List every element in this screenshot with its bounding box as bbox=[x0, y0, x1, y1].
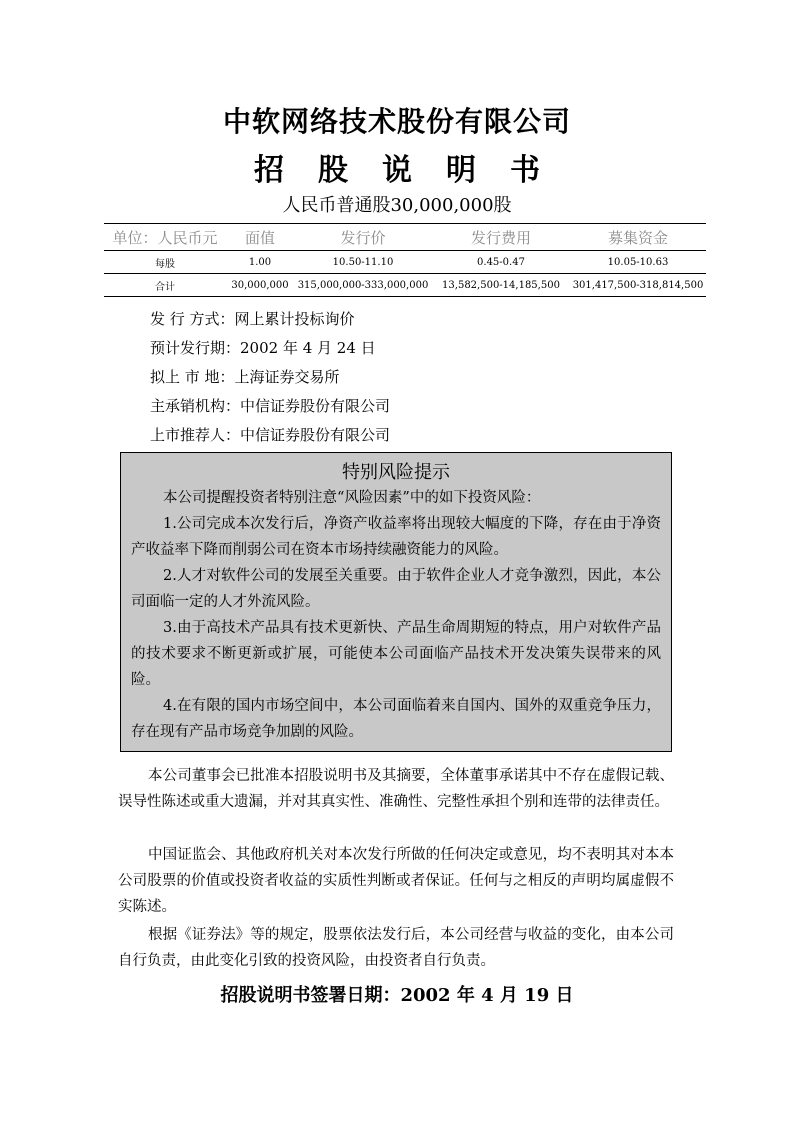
table-cell: 合计 bbox=[104, 274, 226, 297]
table-cell: 10.50-11.10 bbox=[332, 256, 394, 268]
table-cell: 301,417,500-318,814,500 bbox=[570, 274, 706, 297]
table-cell: 0.45-0.47 bbox=[477, 256, 525, 268]
company-name: 中软网络技术股份有限公司 bbox=[222, 105, 571, 138]
share-offering: 人民币普通股30,000,000股 bbox=[282, 195, 512, 216]
table-row bbox=[104, 251, 706, 274]
risk-title: 特别风险提示 bbox=[342, 462, 450, 483]
table-cell: 每股 bbox=[155, 258, 175, 270]
info-label: 主承销机构： bbox=[150, 397, 241, 415]
risk-item: 2.人才对软件公司的发展至关重要。由于软件企业人才竞争激烈，因此，本公司面临一定的人才外流风险。 bbox=[131, 568, 661, 610]
info-label: 上市推荐人： bbox=[150, 426, 241, 444]
table-header: 面值 bbox=[226, 224, 294, 251]
info-lead-underwriter bbox=[150, 395, 390, 416]
risk-item: 4.在有限的国内市场空间中，本公司面临着来自国内、国外的双重竞争压力，存在现有产品市场竞争加剧的风险。 bbox=[131, 698, 661, 740]
info-label: 发 行 方式： bbox=[150, 310, 235, 328]
issue-table bbox=[104, 223, 706, 297]
table-cell: 1.00 bbox=[248, 256, 272, 268]
table-header: 发行费用 bbox=[432, 224, 570, 251]
special-risk-box bbox=[120, 452, 672, 752]
table-header-row bbox=[104, 224, 706, 251]
info-label: 拟上 市 地： bbox=[150, 368, 235, 386]
risk-intro: 本公司提醒投资者特别注意“风险因素”中的如下投资风险： bbox=[163, 490, 541, 506]
table-cell: 13,582,500-14,185,500 bbox=[432, 274, 570, 297]
info-value: 中信证券股份有限公司 bbox=[240, 397, 391, 415]
table-header: 募集资金 bbox=[570, 224, 706, 251]
info-issue-date bbox=[150, 337, 376, 358]
table-cell: 315,000,000-333,000,000 bbox=[294, 274, 432, 297]
info-issue-method bbox=[150, 308, 355, 329]
table-cell: 10.05-10.63 bbox=[607, 256, 669, 268]
csrc-statement: 中国证监会、其他政府机关对本次发行所做的任何决定或意见，均不表明其对本本公司股票的价值或投资者收益的实质性判断或者保证。任何与之相反的声明均属虚假不实陈述。 bbox=[118, 847, 674, 915]
risk-item: 3.由于高技术产品具有技术更新快、产品生命周期短的特点，用户对软件产品的技术要求不断更新或扩展，可能使本公司面临产品技术开发决策失误带来的风险。 bbox=[131, 620, 661, 688]
info-value: 2002 年 4 月 24 日 bbox=[240, 339, 376, 357]
info-value: 中信证券股份有限公司 bbox=[240, 426, 391, 444]
info-value: 网上累计投标询价 bbox=[234, 310, 355, 328]
board-statement: 本公司董事会已批准本招股说明书及其摘要，全体董事承诺其中不存在虚假记载、误导性陈述或重大遗漏，并对其真实性、准确性、完整性承担个别和连带的法律责任。 bbox=[118, 768, 674, 810]
table-header: 发行价 bbox=[294, 224, 432, 251]
info-listing-venue bbox=[150, 366, 340, 387]
info-value: 上海证券交易所 bbox=[234, 368, 340, 386]
signing-date: 招股说明书签署日期：2002 年 4 月 19 日 bbox=[220, 985, 574, 1006]
table-row bbox=[104, 274, 706, 297]
securities-law-statement: 根据《证券法》等的规定，股票依法发行后，本公司经营与收益的变化，由本公司自行负责，由此变化引致的投资风险，由投资者自行负责。 bbox=[118, 927, 674, 969]
risk-item: 1.公司完成本次发行后，净资产收益率将出现较大幅度的下降，存在由于净资产收益率下降而削弱公司在资本市场持续融资能力的风险。 bbox=[131, 516, 661, 558]
info-sponsor bbox=[150, 424, 390, 445]
table-cell: 30,000,000 bbox=[226, 274, 294, 297]
table-header: 单位：人民币元 bbox=[104, 224, 226, 251]
info-label: 预计发行期： bbox=[150, 339, 241, 357]
document-title: 招股说明书 bbox=[254, 153, 574, 188]
